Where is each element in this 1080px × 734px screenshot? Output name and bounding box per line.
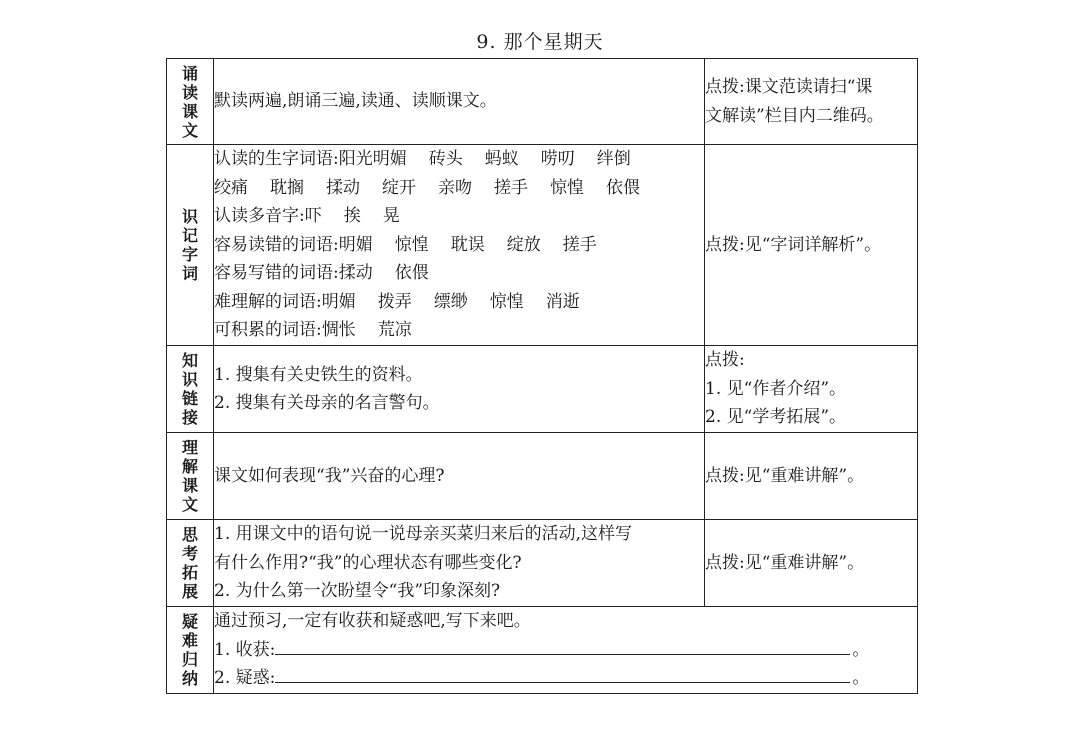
row-header-summary: 疑 难 归 纳 bbox=[167, 607, 214, 694]
table-row-vocabulary bbox=[167, 145, 918, 346]
row-header-vocabulary: 识 记 字 词 bbox=[167, 145, 214, 346]
row-content-understand: 课文如何表现“我”兴奋的心理? bbox=[214, 433, 705, 520]
row-header-understand: 理 解 课 文 bbox=[167, 433, 214, 520]
row-tip-recite: 点拨:课文范读请扫“课 文解读”栏目内二维码。 bbox=[705, 59, 918, 145]
table-row-summary bbox=[167, 607, 918, 694]
gain-fill-line: 1. 收获: 。 bbox=[214, 636, 917, 665]
row-tip-vocabulary: 点拨:见“字词详解析”。 bbox=[705, 145, 918, 346]
row-header-knowledge: 知 识 链 接 bbox=[167, 346, 214, 433]
summary-intro: 通过预习,一定有收获和疑惑吧,写下来吧。 bbox=[214, 611, 531, 632]
table-row-knowledge bbox=[167, 346, 918, 433]
doubt-blank[interactable] bbox=[275, 664, 850, 683]
doubt-fill-line: 2. 疑惑: 。 bbox=[214, 664, 917, 693]
row-content-summary bbox=[214, 607, 918, 694]
row-content-vocabulary bbox=[214, 145, 705, 346]
row-content-recite: 默读两遍,朗诵三遍,读通、读顺课文。 bbox=[214, 59, 705, 145]
vocab-line-miswritten: 容易写错的词语:揉动 依偎 bbox=[214, 263, 429, 284]
table-row-extend bbox=[167, 520, 918, 607]
vocab-line-accumulate: 可积累的词语:惆怅 荒凉 bbox=[214, 320, 412, 341]
table-row-understand bbox=[167, 433, 918, 520]
row-tip-understand: 点拨:见“重难讲解”。 bbox=[705, 433, 918, 520]
vocab-line-misread: 容易读错的词语:明媚 惊惶 耽误 绽放 搓手 bbox=[214, 234, 597, 255]
table-row-recite bbox=[167, 59, 918, 145]
row-tip-extend: 点拨:见“重难讲解”。 bbox=[705, 520, 918, 607]
vocab-line-polyphones: 认读多音字:吓 挨 晃 bbox=[214, 206, 400, 227]
vocab-line-difficult: 难理解的词语:明媚 拨弄 缥缈 惊惶 消逝 bbox=[214, 291, 580, 312]
row-content-extend: 1. 用课文中的语句说一说母亲买菜归来后的活动,这样写 有什么作用?“我”的心理状态有哪些变化? 2. 为什么第一次盼望令“我”印象深刻? bbox=[214, 520, 705, 607]
row-tip-knowledge: 点拨: 1. 见“作者介绍”。 2. 见“学考拓展”。 bbox=[705, 346, 918, 433]
row-header-recite: 诵 读 课 文 bbox=[167, 59, 214, 145]
gain-blank[interactable] bbox=[275, 636, 850, 655]
preview-worksheet-table bbox=[166, 58, 918, 694]
row-content-knowledge: 1. 搜集有关史铁生的资料。 2. 搜集有关母亲的名言警句。 bbox=[214, 346, 705, 433]
row-header-extend: 思 考 拓 展 bbox=[167, 520, 214, 607]
page-title: 9. 那个星期天 bbox=[476, 31, 604, 53]
vocab-line-new-words-cont: 绞痛 耽搁 揉动 绽开 亲吻 搓手 惊惶 依偎 bbox=[214, 177, 640, 198]
vocab-line-new-words: 认读的生字词语:阳光明媚 砖头 蚂蚁 唠叨 绊倒 bbox=[214, 149, 631, 170]
